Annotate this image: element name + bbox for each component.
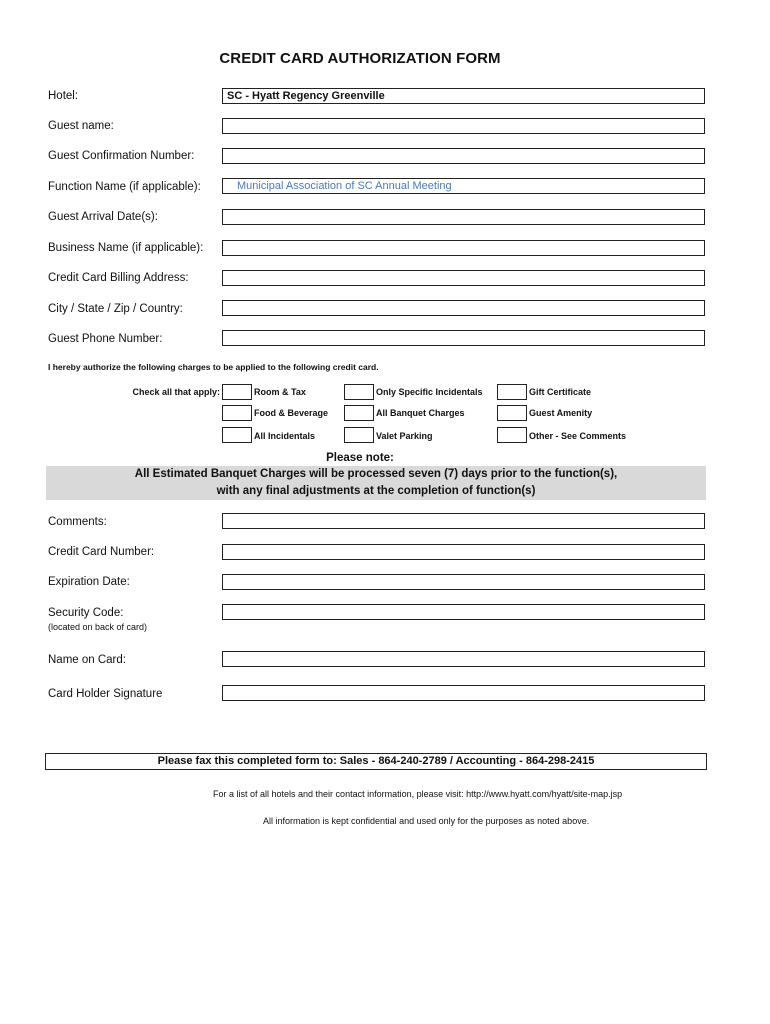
phone-number-label: Guest Phone Number:	[48, 333, 163, 345]
hotel-field[interactable]: SC - Hyatt Regency Greenville	[222, 88, 705, 104]
comments-label: Comments:	[48, 516, 107, 528]
signature-label: Card Holder Signature	[48, 688, 163, 700]
name-on-card-label: Name on Card:	[48, 654, 126, 666]
all-incidentals-label: All Incidentals	[254, 431, 316, 441]
gift-certificate-label: Gift Certificate	[529, 387, 592, 397]
security-code-field[interactable]	[222, 604, 705, 620]
arrival-date-label: Guest Arrival Date(s):	[48, 211, 158, 223]
card-number-field[interactable]	[222, 544, 705, 560]
comments-field[interactable]	[222, 513, 705, 529]
food-beverage-checkbox[interactable]	[222, 405, 252, 421]
name-on-card-field[interactable]	[222, 651, 705, 667]
function-name-label: Function Name (if applicable):	[48, 181, 201, 193]
guest-name-field[interactable]	[222, 118, 705, 134]
fax-instructions: Please fax this completed form to: Sales - 864-240-2789 / Accounting - 864-298-2415	[45, 753, 707, 770]
city-state-zip-label: City / State / Zip / Country:	[48, 303, 183, 315]
phone-number-field[interactable]	[222, 330, 705, 346]
banquet-charges-label: All Banquet Charges	[376, 408, 465, 418]
hotel-label: Hotel:	[48, 90, 79, 102]
guest-amenity-checkbox[interactable]	[497, 405, 527, 421]
business-name-field[interactable]	[222, 240, 705, 256]
city-state-zip-field[interactable]	[222, 300, 705, 316]
all-incidentals-checkbox[interactable]	[222, 427, 252, 443]
card-number-label: Credit Card Number:	[48, 546, 155, 558]
other-comments-label: Other - See Comments	[529, 431, 627, 441]
guest-name-label: Guest name:	[48, 120, 114, 132]
expiration-date-label: Expiration Date:	[48, 576, 130, 588]
guest-amenity-label: Guest Amenity	[529, 408, 593, 418]
guest-confirmation-label: Guest Confirmation Number:	[48, 150, 195, 162]
expiration-date-field[interactable]	[222, 574, 705, 590]
guest-confirmation-field[interactable]	[222, 148, 705, 164]
room-tax-checkbox[interactable]	[222, 384, 252, 400]
business-name-label: Business Name (if applicable):	[48, 242, 204, 254]
other-comments-checkbox[interactable]	[497, 427, 527, 443]
specific-incidentals-label: Only Specific Incidentals	[376, 387, 483, 397]
check-all-label: Check all that apply:	[132, 387, 220, 397]
confidential-info-text: All information is kept confidential and used only for the purposes as noted above.	[263, 816, 590, 826]
valet-parking-checkbox[interactable]	[344, 427, 374, 443]
authorization-statement: I hereby authorize the following charges to be applied to the following credit card.	[48, 362, 379, 372]
food-beverage-label: Food & Beverage	[254, 408, 329, 418]
room-tax-label: Room & Tax	[254, 387, 306, 397]
gift-certificate-checkbox[interactable]	[497, 384, 527, 400]
note-line-2: with any final adjustments at the completion of function(s)	[216, 485, 536, 497]
note-line-1: All Estimated Banquet Charges will be processed seven (7) days prior to the function(s),	[134, 468, 618, 480]
arrival-date-field[interactable]	[222, 209, 705, 225]
function-name-field[interactable]: Municipal Association of SC Annual Meeting	[222, 178, 705, 194]
note-heading: Please note:	[326, 452, 394, 464]
valet-parking-label: Valet Parking	[376, 431, 433, 441]
banquet-note-box	[46, 466, 706, 500]
signature-field[interactable]	[222, 685, 705, 701]
hotels-info-text: For a list of all hotels and their contact information, please visit: http://www.hyatt.com/hyatt/site-map.jsp	[213, 789, 623, 799]
billing-address-field[interactable]	[222, 270, 705, 286]
specific-incidentals-checkbox[interactable]	[344, 384, 374, 400]
form-title: CREDIT CARD AUTHORIZATION FORM	[219, 50, 501, 67]
banquet-charges-checkbox[interactable]	[344, 405, 374, 421]
security-code-label: Security Code:	[48, 607, 124, 619]
billing-address-label: Credit Card Billing Address:	[48, 272, 189, 284]
security-code-note: (located on back of card)	[48, 622, 148, 632]
